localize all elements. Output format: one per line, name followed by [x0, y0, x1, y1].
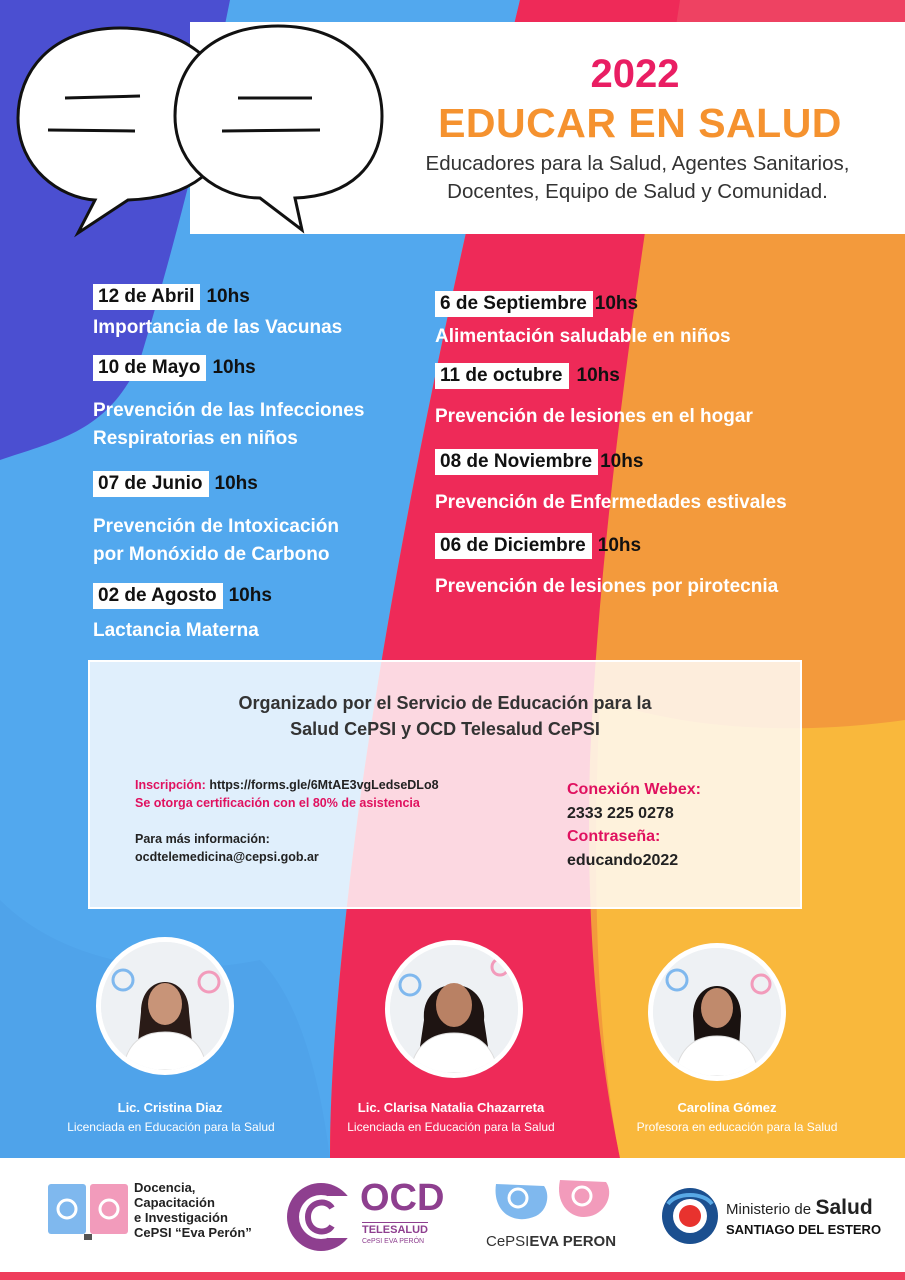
- event-topic: Lactancia Materna: [93, 620, 259, 641]
- certification-note: Se otorga certificación con el 80% de asistencia: [135, 796, 420, 810]
- event-item: [435, 449, 787, 517]
- event-topic: Importancia de las Vacunas: [93, 317, 343, 338]
- organizer-line: Salud CePSI y OCD Telesalud CePSI: [290, 719, 600, 739]
- event-date: 02 de Agosto: [93, 583, 223, 609]
- event-item: [93, 471, 339, 569]
- event-topic: Respiratorias en niños: [93, 428, 298, 449]
- cepsi-logo-icon: [488, 1168, 620, 1230]
- inscription-label: Inscripción:: [135, 778, 206, 792]
- ministerio-logo-icon: [660, 1186, 720, 1246]
- ministerio-c: SANTIAGO DEL ESTERO: [726, 1222, 882, 1237]
- event-topic: Prevención de Intoxicación: [93, 516, 340, 537]
- subtitle: [370, 150, 905, 206]
- person-icon: [101, 942, 229, 1070]
- person-icon: [390, 945, 518, 1073]
- event-topic: Prevención de las Infecciones: [93, 400, 365, 421]
- password-label: Contraseña:: [567, 828, 661, 845]
- webex-number: 2333 225 0278: [567, 805, 674, 822]
- event-item: [93, 355, 364, 453]
- webex-label: Conexión Webex:: [567, 781, 701, 798]
- docencia-logo-text: [134, 1180, 252, 1240]
- contact-email[interactable]: ocdtelemedicina@cepsi.gob.ar: [135, 850, 319, 864]
- year-title: 2022: [590, 52, 680, 96]
- event-time: 10hs: [214, 473, 258, 494]
- main-title: EDUCAR EN SALUD: [438, 100, 842, 146]
- more-info-label: Para más información:: [135, 832, 270, 846]
- subtitle-line: Docentes, Equipo de Salud y Comunidad.: [447, 180, 828, 203]
- event-date: 08 de Noviembre: [435, 449, 598, 475]
- event-time: 10hs: [228, 585, 272, 606]
- event-item: [435, 533, 778, 601]
- docencia-line: Capacitación: [134, 1195, 215, 1210]
- event-item: [435, 363, 753, 431]
- presenter-photo: [648, 943, 786, 1081]
- event-item: [93, 583, 272, 645]
- event-date: 6 de Septiembre: [435, 291, 593, 317]
- docencia-line: Docencia,: [134, 1180, 196, 1195]
- docencia-line: CePSI “Eva Perón”: [134, 1225, 252, 1240]
- presenter-name: Carolina Gómez: [677, 1100, 777, 1115]
- event-topic: por Monóxido de Carbono: [93, 544, 330, 565]
- ocd-title: OCD: [360, 1177, 445, 1219]
- presenter-photo: [385, 940, 523, 1078]
- organizer-line: Organizado por el Servicio de Educación para la: [238, 693, 652, 713]
- event-date: 12 de Abril: [93, 284, 200, 310]
- cepsi-logo-text: [486, 1233, 616, 1250]
- event-time: 10hs: [594, 293, 639, 314]
- event-date: 07 de Junio: [93, 471, 209, 497]
- presenter-name: Lic. Clarisa Natalia Chazarreta: [357, 1100, 545, 1115]
- ministerio-b: Salud: [815, 1196, 873, 1219]
- event-topic: Prevención de lesiones en el hogar: [435, 406, 753, 427]
- event-date: 10 de Mayo: [93, 355, 206, 381]
- event-topic: Prevención de Enfermedades estivales: [435, 492, 787, 513]
- presenter-photo: [96, 937, 234, 1075]
- event-topic: Alimentación saludable en niños: [435, 326, 731, 347]
- event-time: 10hs: [206, 286, 250, 307]
- subtitle-line: Educadores para la Salud, Agentes Sanitarios,: [425, 152, 850, 175]
- presenter-role: Profesora en educación para la Salud: [636, 1120, 838, 1134]
- cepsi-a: CePSI: [486, 1233, 530, 1250]
- event-time: 10hs: [600, 451, 644, 472]
- person-icon: [653, 948, 781, 1076]
- ocd-logo-icon: [280, 1176, 356, 1258]
- ocd-sub: TELESALUD: [362, 1224, 428, 1236]
- inscription-row: [135, 776, 439, 794]
- event-date: 06 de Diciembre: [435, 533, 592, 559]
- inscription-link[interactable]: https://forms.gle/6MtAE3vgLedseDLo8: [209, 778, 439, 792]
- speech-bubbles-icon: [10, 18, 390, 238]
- event-topic: Prevención de lesiones por pirotecnia: [435, 576, 779, 597]
- docencia-line: e Investigación: [134, 1210, 228, 1225]
- event-date: 11 de octubre: [435, 363, 569, 389]
- presenter-role: Licenciada en Educación para la Salud: [347, 1120, 555, 1134]
- footer-bar: [0, 1272, 905, 1280]
- presenter-role: Licenciada en Educación para la Salud: [67, 1120, 275, 1134]
- organizer-text: [110, 690, 780, 742]
- ministerio-a: Ministerio de: [726, 1201, 812, 1218]
- ocd-small: CePSI EVA PERÓN: [362, 1238, 425, 1245]
- event-time: 10hs: [212, 357, 256, 378]
- book-logo-icon: [46, 1182, 130, 1242]
- event-item: [435, 291, 731, 351]
- cepsi-b: EVA PERON: [529, 1233, 617, 1250]
- presenter-name: Lic. Cristina Diaz: [117, 1100, 223, 1115]
- ministerio-logo-text: [726, 1196, 873, 1220]
- event-item: [93, 284, 342, 342]
- event-time: 10hs: [597, 535, 642, 556]
- password-value: educando2022: [567, 852, 679, 869]
- event-time: 10hs: [576, 365, 620, 386]
